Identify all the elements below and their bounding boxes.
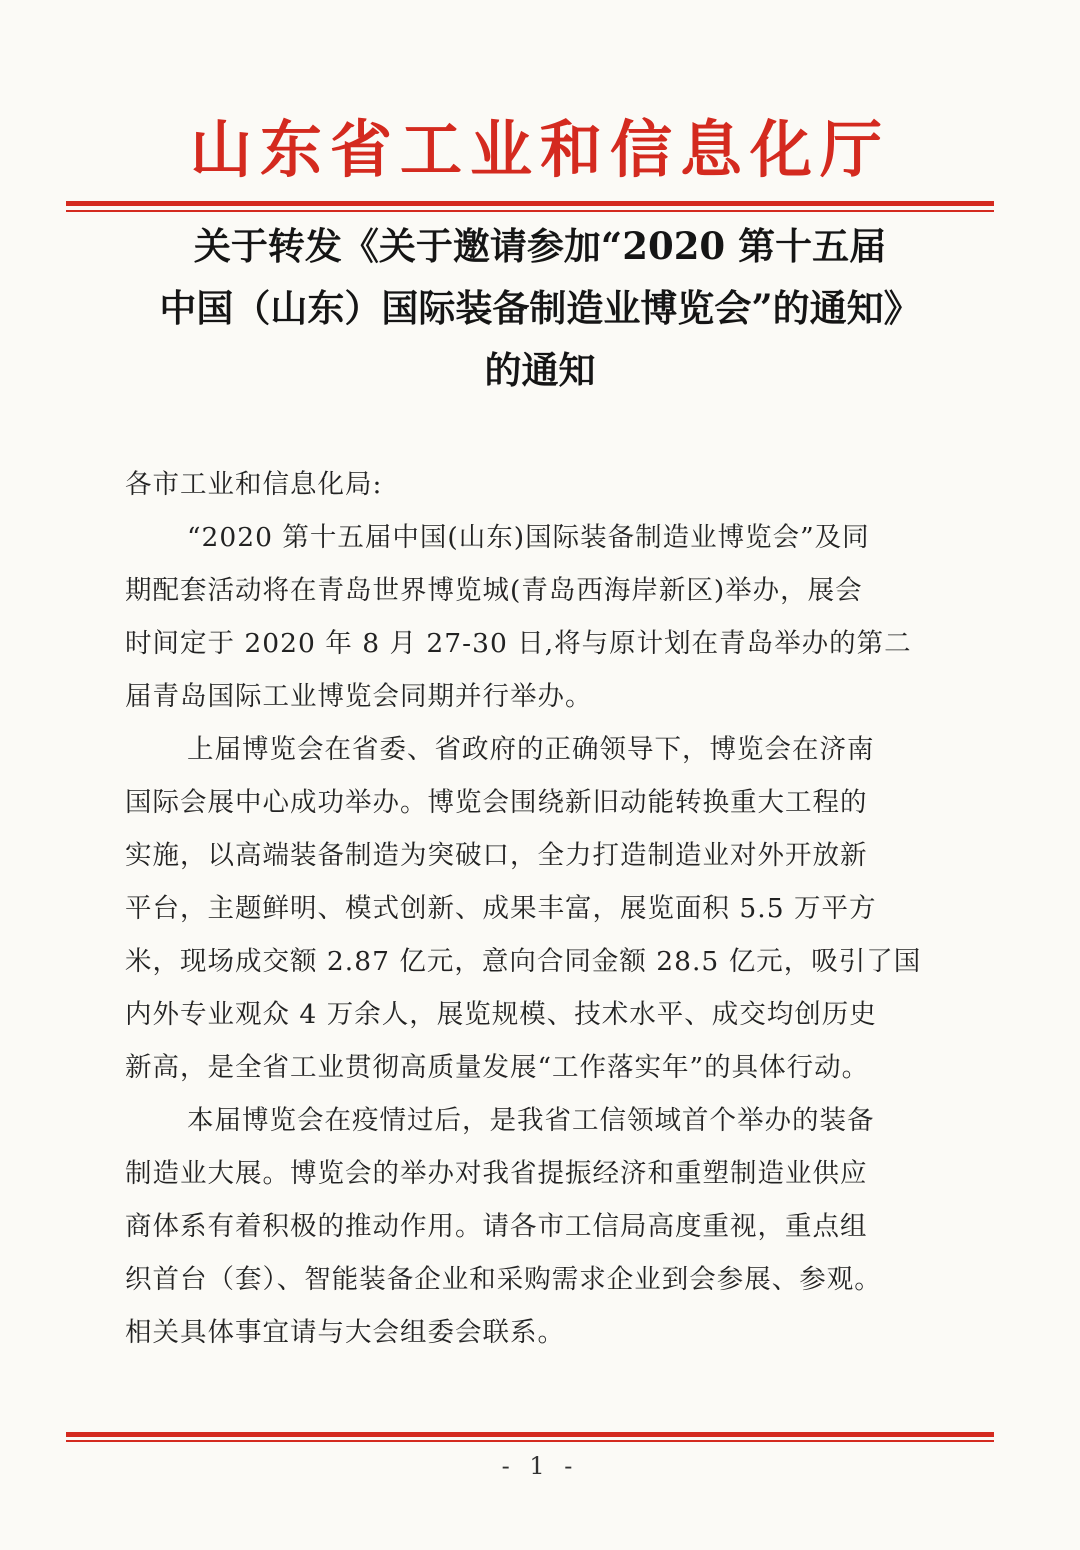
masthead-rule-thick [66,201,994,206]
body-line: 本届博览会在疫情过后，是我省工信领域首个举办的装备 [187,1105,875,1136]
masthead-rule-thin [66,210,994,212]
body-line: 新高，是全省工业贯彻高质量发展“工作落实年”的具体行动。 [125,1052,870,1083]
title-line: 关于转发《关于邀请参加“2020 第十五届 [193,224,887,268]
title-line: 的通知 [484,348,596,392]
body-line: 米，现场成交额 2.87 亿元，意向合同金额 28.5 亿元，吸引了国 [125,946,922,977]
body-line: 届青岛国际工业博览会同期并行举办。 [125,681,593,712]
document-title [90,215,990,401]
masthead-title: 山东省工业和信息化厅 [189,113,890,186]
salutation: 各市工业和信息化局: [125,469,383,500]
body-line: 平台，主题鲜明、模式创新、成果丰富，展览面积 5.5 万平方 [125,893,877,924]
body-line: 实施，以高端装备制造为突破口，全力打造制造业对外开放新 [125,840,868,871]
body-line: 期配套活动将在青岛世界博览城(青岛西海岸新区)举办，展会 [125,575,863,606]
page-number: - 1 - [501,1452,579,1480]
body-line: “2020 第十五届中国(山东)国际装备制造业博览会”及同 [187,522,870,553]
body-line: 织首台（套）、智能装备企业和采购需求企业到会参展、参观。 [125,1264,882,1295]
body-line: 上届博览会在省委、省政府的正确领导下，博览会在济南 [187,734,875,765]
body-line: 制造业大展。博览会的举办对我省提振经济和重塑制造业供应 [125,1158,868,1189]
title-line: 中国（山东）国际装备制造业博览会”的通知》 [159,286,921,330]
body-line: 时间定于 2020 年 8 月 27-30 日,将与原计划在青岛举办的第二 [125,628,912,659]
document-body [125,458,950,1359]
footer-rule-thin [66,1440,994,1442]
body-line: 内外专业观众 4 万余人，展览规模、技术水平、成交均创历史 [125,999,877,1030]
body-line: 商体系有着积极的推动作用。请各市工信局高度重视，重点组 [125,1211,868,1242]
footer-rule-thick [66,1432,994,1437]
body-line: 相关具体事宜请与大会组委会联系。 [125,1317,565,1348]
body-line: 国际会展中心成功举办。博览会围绕新旧动能转换重大工程的 [125,787,868,818]
